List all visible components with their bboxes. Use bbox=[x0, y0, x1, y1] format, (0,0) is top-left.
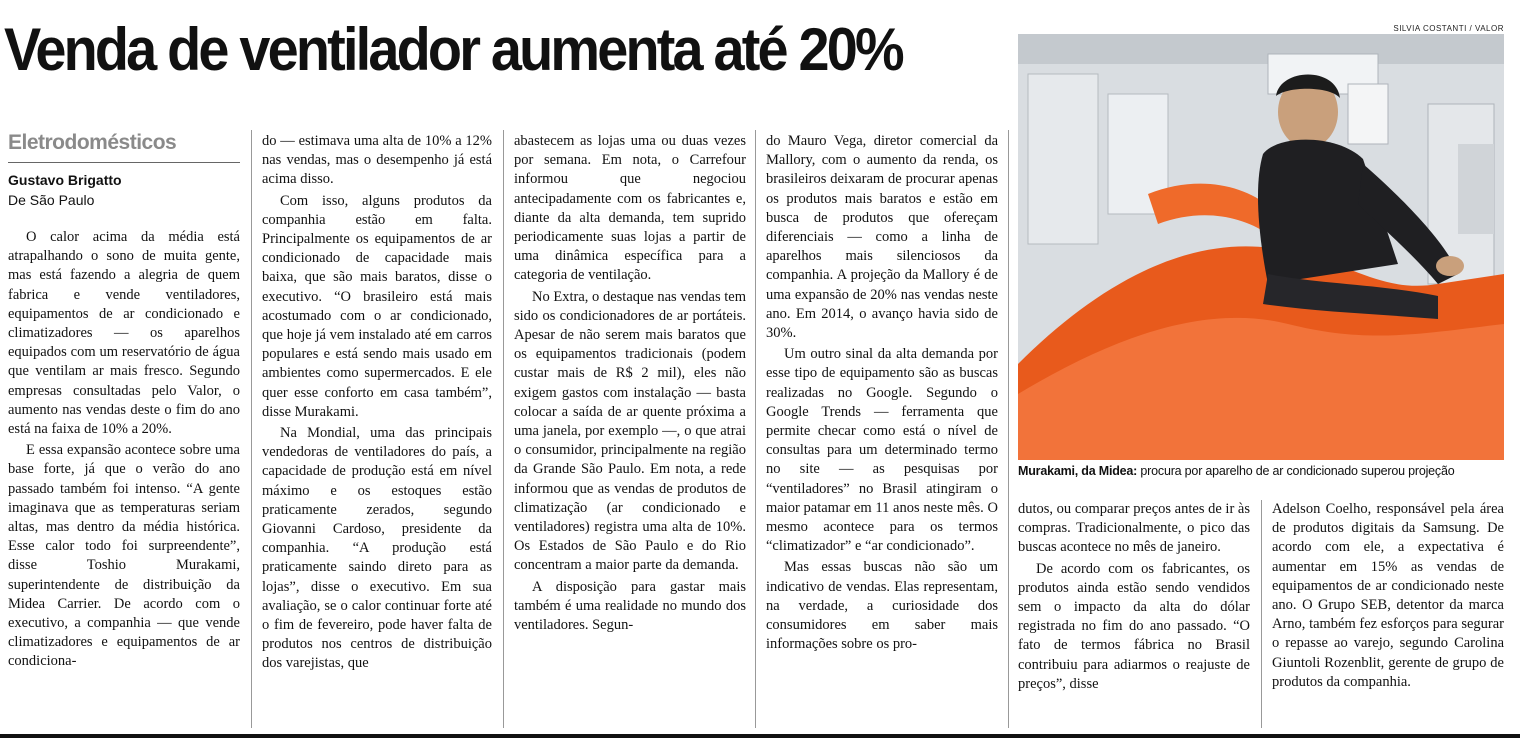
article-column-1 bbox=[8, 228, 240, 672]
paragraph: Com isso, alguns produtos da companhia estão em falta. Principalmente os equipamentos de ar condicionado de capacidade mais baixa, que são mais baratos, disse o executivo. “O brasileiro está mais acostumado com o ar condicionado, que hoje já vem instalado até em carros populares e está sendo mais usado em ambientes como supermercados. E ele quer esse conforto em casa também”, disse Murakami. bbox=[262, 192, 492, 420]
paragraph: dutos, ou comparar preços antes de ir às compras. Tradicionalmente, o pico das buscas acontece no mês de janeiro. bbox=[1018, 501, 1250, 556]
column-rule bbox=[755, 130, 756, 728]
paragraph: De acordo com os fabricantes, os produtos ainda estão sendo vendidos sem o impacto da alta do dólar registrada no fim do ano passado. “O fato de termos fábrica no Brasil contribuiu para adiarmos o reajuste de preços”, disse bbox=[1018, 560, 1250, 692]
paragraph: O calor acima da média está atrapalhando o sono de muita gente, mas está fazendo a alegria de quem fabrica e vende ventiladores, equipamentos de ar condicionado e climatizadores — os aparelhos equipados com um reservatório de água que ventilam ar mais fresco. Segundo empresas consultadas pelo Valor, o aumento nas vendas deste o fim do ano está na faixa de 10% a 20%. bbox=[8, 229, 240, 438]
paragraph: do — estimava uma alta de 10% a 12% nas vendas, mas o desempenho já está acima disso. bbox=[262, 133, 492, 188]
paragraph: abastecem as lojas uma ou duas vezes por semana. Em nota, o Carrefour informou que negociou antecipadamente com os fabricantes e, diante da alta demanda, tem suprido periodicamente suas lojas a partir de uma dinâmica específica para a categoria de ventilação. bbox=[514, 133, 746, 284]
column-rule bbox=[1261, 500, 1262, 728]
caption-text: procura por aparelho de ar condicionado superou projeção bbox=[1137, 464, 1455, 478]
section-label: Eletrodomésticos bbox=[8, 130, 240, 163]
photo-illustration bbox=[1018, 34, 1504, 460]
paragraph: No Extra, o destaque nas vendas tem sido os condicionadores de ar portáteis. Apesar de não serem mais baratos que os equipamentos tradicionais (podem custar mais de R$ 2 mil), eles não exigem gastos com instalação — basta colocar a saída de ar quente próxima a uma janela, por exemplo —, o que atrai o consumidor, principalmente na região da Grande São Paulo. Em nota, a rede informou que as vendas de produtos de climatização (ar condicionado e ventiladores) registra uma alta de 10%. Os Estados de São Paulo e do Rio concentram a maior parte da demanda. bbox=[514, 288, 746, 574]
column-rule bbox=[251, 130, 252, 728]
article-photo bbox=[1018, 34, 1504, 460]
headline: Venda de ventilador aumenta até 20% bbox=[4, 16, 902, 83]
article-column-2 bbox=[262, 132, 492, 674]
photo-credit: SILVIA COSTANTI / VALOR bbox=[1393, 24, 1504, 33]
bottom-rule bbox=[0, 734, 1520, 738]
paragraph: Um outro sinal da alta demanda por esse tipo de equipamento são as buscas realizadas no Google. Segundo o Google Trends — ferramenta que permite checar como está o nível de consultas para um determinado termo no site — as pesquisas por “ventiladores” no Brasil atingiram o maior patamar em 11 anos neste mês. O mesmo acontece para os termos “climatizador” e “ar condicionado”. bbox=[766, 346, 998, 555]
column-rule bbox=[503, 130, 504, 728]
article-column-5 bbox=[1018, 500, 1250, 694]
paragraph: do Mauro Vega, diretor comercial da Mallory, com o aumento da renda, os brasileiros deixaram de procurar apenas os produtos mais baratos e estão em busca de produtos que ofereçam diferenciais — como a linha de aparelhos mais silenciosos da companhia. A projeção da Mallory é de uma expansão de 20% nas vendas neste ano. Em 2014, o avanço havia sido de 30%. bbox=[766, 133, 998, 342]
paragraph: E essa expansão acontece sobre uma base forte, já que o verão do ano passado também foi intenso. “A gente imaginava que as temperaturas seriam altas, mas dentro da média histórica. Esse calor todo foi surpreendente”, disse Toshio Murakami, superintendente de distribuição da Midea Carrier. De acordo com o executivo, a companhia — que vende climatizadores e equipamentos de ar condiciona- bbox=[8, 442, 240, 670]
byline bbox=[8, 170, 240, 210]
article-column-3 bbox=[514, 132, 746, 635]
column-rule bbox=[1008, 130, 1009, 728]
paragraph: Mas essas buscas não são um indicativo de vendas. Elas representam, na verdade, a curiosidade dos consumidores em saber mais informações sobre os pro- bbox=[766, 559, 998, 653]
paragraph: Na Mondial, uma das principais vendedoras de ventiladores do país, a capacidade de produção está em nível máximo e os estoques estão praticamente zerados, segundo Giovanni Cardoso, presidente da companhia. “A produção está praticamente saindo direto para as lojas”, disse o executivo. Em sua avaliação, se o calor continuar forte até o fim de fevereiro, pode haver falta de produtos nos centros de distribuição dos varejistas, que bbox=[262, 425, 492, 672]
author-location: De São Paulo bbox=[8, 192, 95, 208]
author-name: Gustavo Brigatto bbox=[8, 172, 122, 188]
caption-bold: Murakami, da Midea: bbox=[1018, 464, 1138, 478]
photo-caption bbox=[1018, 463, 1508, 479]
article-column-4 bbox=[766, 132, 998, 654]
paragraph: A disposição para gastar mais também é uma realidade no mundo dos ventiladores. Segun- bbox=[514, 578, 746, 634]
article-column-6 bbox=[1272, 500, 1504, 692]
paragraph: Adelson Coelho, responsável pela área de produtos digitais da Samsung. De acordo com ele, a expectativa é aumentar em 15% as vendas de equipamentos de ar condicionado neste ano. O Grupo SEB, detentor da marca Arno, também fez esforços para segurar o repasse ao varejo, segundo Carolina Giuntoli Rozenblit, gerente de grupo de produtos da companhia. bbox=[1272, 501, 1504, 690]
